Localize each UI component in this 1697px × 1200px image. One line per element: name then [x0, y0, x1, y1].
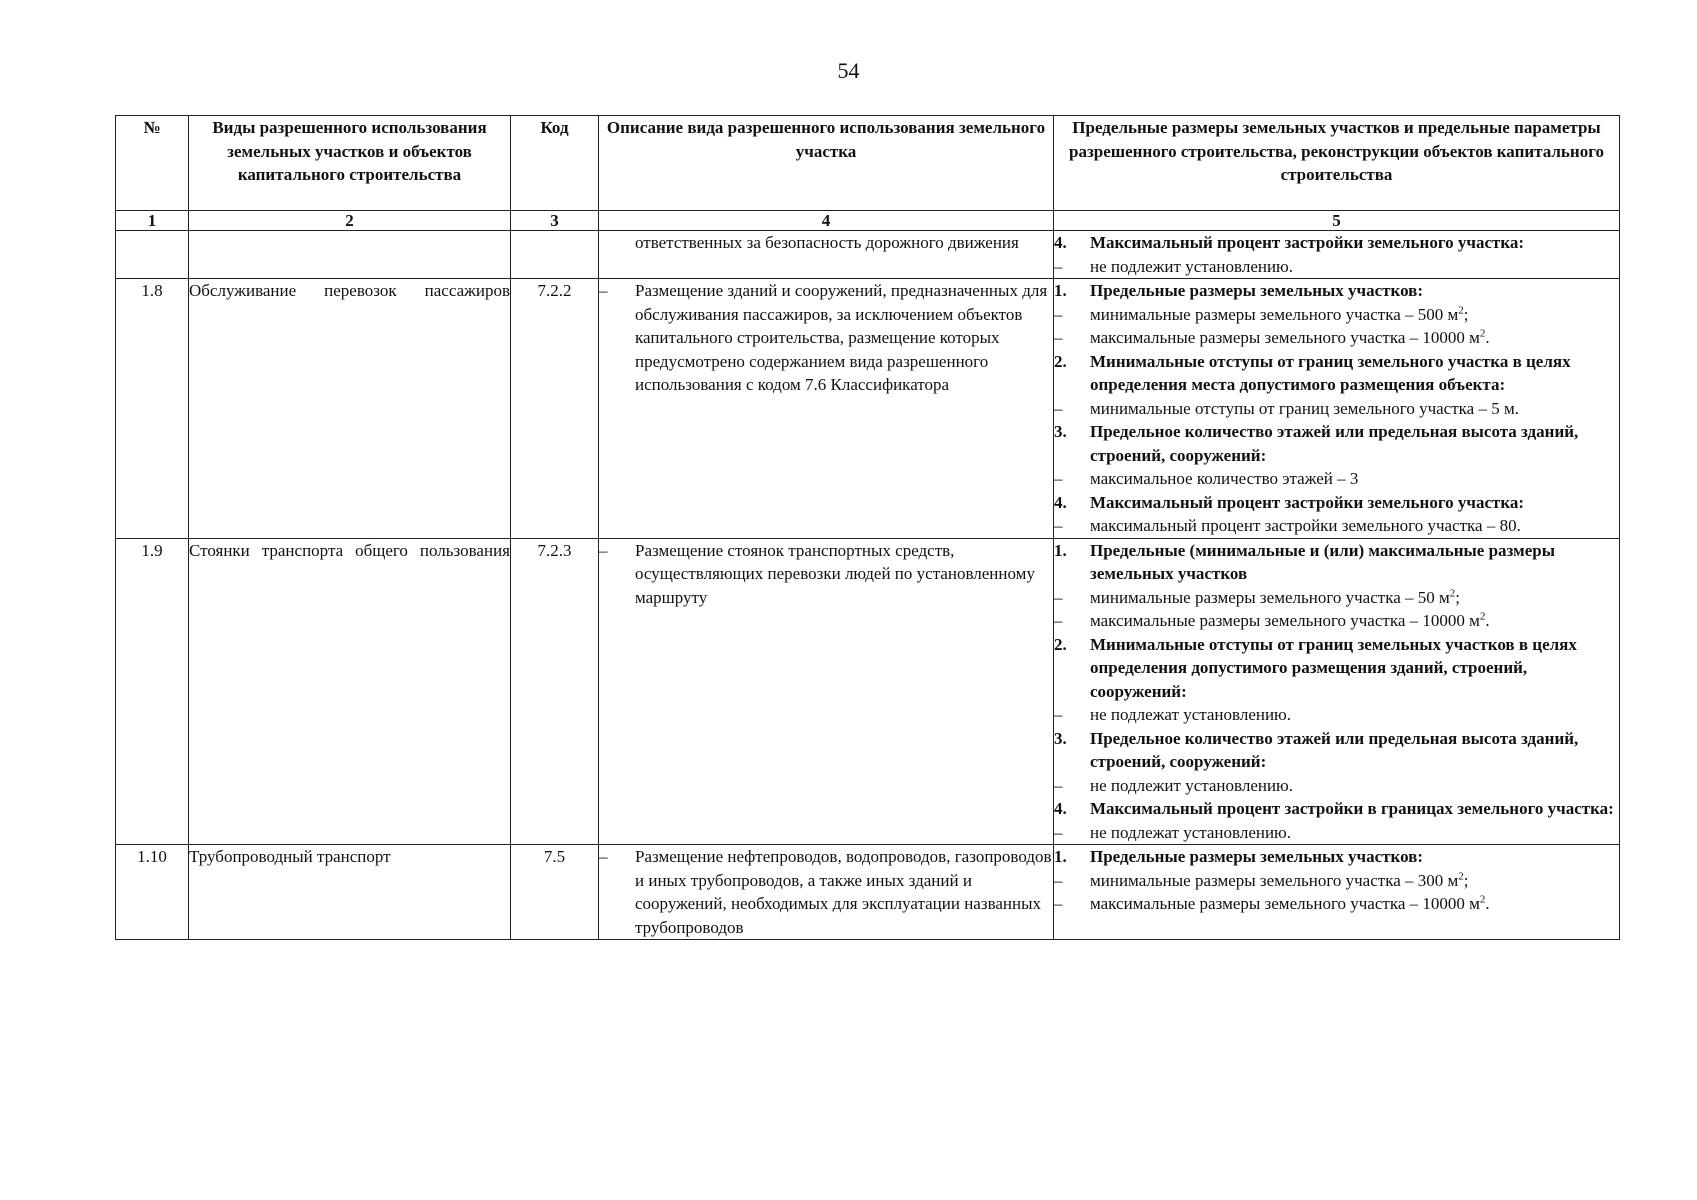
parameter-value [1054, 821, 1619, 845]
parameter-text-wrap [1090, 467, 1619, 491]
row-number: 1.9 [116, 538, 189, 845]
description-text: Размещение стоянок транспортных средств, осуществляющих перевозки людей по установленному маршруту [635, 540, 1035, 607]
limit-parameters [1054, 231, 1620, 279]
parameter-text-wrap [1090, 350, 1619, 397]
header-no: № [116, 116, 189, 211]
limit-parameters [1054, 279, 1620, 539]
description-text: ответственных за безопасность дорожного движения [635, 233, 1019, 252]
parameter-text: минимальные отступы от границ земельного участка – 5 м. [1090, 398, 1519, 418]
parameter-heading [1054, 350, 1619, 397]
use-kind-text: Трубопроводный транспорт [189, 847, 391, 866]
use-code [511, 231, 599, 279]
trailing-punctuation: . [1485, 328, 1490, 347]
row-number: 1.8 [116, 279, 189, 539]
description-text: Размещение нефтепроводов, водопроводов, газопроводов и иных трубопроводов, а также иных зданий и сооружений, необходимых для эксплуатации названных трубопроводов [635, 847, 1052, 937]
use-code: 7.2.2 [511, 279, 599, 539]
parameter-text-wrap [1090, 326, 1619, 350]
parameter-text: не подлежат установлению. [1090, 822, 1292, 842]
table-row [116, 845, 1620, 940]
list-marker: – [1054, 256, 1063, 276]
list-marker: – [1054, 775, 1063, 795]
row-number [116, 231, 189, 279]
parameter-text: Предельные (минимальные и (или) максимальные размеры земельных участков [1090, 540, 1555, 583]
parameter-value [1054, 467, 1619, 491]
column-number: 2 [189, 211, 511, 231]
use-description [599, 279, 1054, 539]
table-body [116, 231, 1620, 940]
list-marker: 4. [1054, 492, 1067, 512]
parameter-text-wrap [1090, 279, 1619, 303]
land-use-table [115, 115, 1620, 940]
parameter-value [1054, 774, 1619, 798]
parameter-text: максимальные размеры земельного участка – 10000 м [1090, 611, 1480, 630]
trailing-punctuation: ; [1455, 587, 1460, 607]
column-number: 3 [511, 211, 599, 231]
parameter-value [1054, 703, 1619, 727]
parameter-text: Предельные размеры земельных участков: [1090, 847, 1424, 866]
parameter-value [1054, 397, 1619, 421]
list-marker: 1. [1054, 847, 1067, 866]
parameter-text-wrap [1090, 491, 1619, 515]
list-marker: 2. [1054, 351, 1067, 371]
use-description [599, 538, 1054, 845]
dash-marker: – [599, 847, 608, 866]
parameter-text-wrap [1090, 703, 1619, 727]
header-code: Код [511, 116, 599, 211]
list-marker: – [1054, 328, 1063, 347]
list-marker: 4. [1054, 233, 1067, 252]
parameter-text: Предельные размеры земельных участков: [1090, 281, 1424, 300]
trailing-punctuation: . [1485, 611, 1490, 630]
description-text: Размещение зданий и сооружений, предназначенных для обслуживания пассажиров, за исключением объектов капитального строительства, размещение которых предусмотрено содержанием вида разрешенного использования с кодом 7.6 Классификатора [635, 281, 1048, 394]
unit-superscript: 2 [1449, 586, 1456, 599]
parameter-text: максимальный процент застройки земельного участка – 80. [1090, 516, 1521, 535]
list-marker: – [1054, 894, 1063, 913]
parameter-value [1054, 892, 1619, 916]
parameter-text: минимальные размеры земельного участка – 300 м [1090, 870, 1459, 890]
parameter-heading [1054, 279, 1619, 303]
parameter-text-wrap [1090, 609, 1619, 633]
use-code: 7.5 [511, 845, 599, 940]
list-marker: 3. [1054, 728, 1067, 748]
limit-parameters [1054, 845, 1620, 940]
parameter-text-wrap [1090, 633, 1619, 704]
parameter-text-wrap [1090, 420, 1619, 467]
parameter-heading [1054, 231, 1619, 255]
parameter-text-wrap [1090, 774, 1619, 798]
list-marker: 1. [1054, 281, 1067, 300]
use-kind-name [189, 538, 511, 845]
parameter-text: максимальные размеры земельного участка – 10000 м [1090, 328, 1480, 347]
unit-superscript: 2 [1479, 610, 1486, 623]
parameter-value [1054, 326, 1619, 350]
parameter-heading [1054, 845, 1619, 869]
unit-superscript: 2 [1458, 303, 1464, 316]
parameter-text-wrap [1090, 845, 1619, 869]
parameter-heading [1054, 727, 1619, 774]
parameter-text: Максимальный процент застройки земельного участка: [1090, 492, 1525, 512]
parameter-text-wrap [1090, 821, 1619, 845]
table-row [116, 231, 1620, 279]
list-marker: – [1054, 870, 1063, 890]
header-kinds: Виды разрешенного использования земельных участков и объектов капитального строительства [189, 116, 511, 211]
parameter-text-wrap [1090, 727, 1619, 774]
table-row [116, 538, 1620, 845]
use-kind-name [189, 845, 511, 940]
list-marker: – [1054, 822, 1063, 842]
parameter-heading [1054, 633, 1619, 704]
parameter-text: Минимальные отступы от границ земельных участков в целях определения допустимого размещения зданий, строений, сооружений: [1090, 634, 1577, 701]
parameter-heading [1054, 491, 1619, 515]
row-number: 1.10 [116, 845, 189, 940]
column-number: 4 [599, 211, 1054, 231]
list-marker: 4. [1054, 799, 1067, 818]
parameter-text: Предельное количество этажей или предельная высота зданий, строений, сооружений: [1090, 422, 1579, 465]
unit-superscript: 2 [1479, 893, 1486, 906]
column-number: 5 [1054, 211, 1620, 231]
parameter-text-wrap [1090, 514, 1619, 538]
list-marker: – [1054, 611, 1063, 630]
parameter-text-wrap [1090, 892, 1619, 916]
column-number: 1 [116, 211, 189, 231]
parameter-text: не подлежат установлению. [1090, 705, 1292, 724]
parameter-value [1054, 586, 1619, 610]
list-marker: 2. [1054, 634, 1067, 654]
parameter-text-wrap [1090, 539, 1619, 586]
parameter-text-wrap [1090, 586, 1619, 610]
parameter-text: Минимальные отступы от границ земельного участка в целях определения места допустимого размещения объекта: [1090, 351, 1571, 394]
header-row [116, 116, 1620, 211]
parameter-text-wrap [1090, 869, 1619, 893]
list-marker: – [1054, 469, 1063, 488]
parameter-heading [1054, 420, 1619, 467]
parameter-text-wrap [1090, 797, 1619, 821]
trailing-punctuation: ; [1463, 304, 1469, 324]
list-marker: 3. [1054, 422, 1067, 441]
unit-superscript: 2 [1458, 869, 1464, 882]
header-description: Описание вида разрешенного использования земельного участка [599, 116, 1054, 211]
header-limits: Предельные размеры земельных участков и предельные параметры разрешенного строительства, реконструкции объектов капитального строительства [1054, 116, 1620, 211]
use-description [599, 845, 1054, 940]
parameter-value [1054, 255, 1619, 279]
list-marker: – [1054, 304, 1063, 324]
use-kind-text: Стоянки транспорта общего пользования [189, 540, 510, 560]
parameter-text: Предельное количество этажей или предельная высота зданий, строений, сооружений: [1090, 728, 1579, 771]
parameter-value [1054, 514, 1619, 538]
list-marker: 1. [1054, 540, 1067, 560]
parameter-value [1054, 869, 1619, 893]
parameter-heading [1054, 797, 1619, 821]
list-marker: – [1054, 705, 1063, 724]
table-row [116, 279, 1620, 539]
limit-parameters [1054, 538, 1620, 845]
parameter-text: максимальные размеры земельного участка – 10000 м [1090, 894, 1480, 913]
parameter-text-wrap [1090, 397, 1619, 421]
use-kind-text: Обслуживание перевозок пассажиров [189, 281, 510, 300]
page-number: 54 [837, 58, 860, 83]
use-kind-name [189, 231, 511, 279]
parameter-value [1054, 303, 1619, 327]
dash-marker [599, 231, 635, 255]
parameter-text-wrap [1090, 231, 1619, 255]
parameter-text-wrap [1090, 255, 1619, 279]
parameter-text: не подлежит установлению. [1090, 775, 1294, 795]
column-number-row [116, 211, 1620, 231]
dash-marker: – [599, 281, 608, 300]
list-marker: – [1054, 587, 1063, 607]
trailing-punctuation: ; [1463, 870, 1469, 890]
list-marker: – [1054, 516, 1063, 535]
use-code: 7.2.3 [511, 538, 599, 845]
trailing-punctuation: . [1485, 894, 1490, 913]
parameter-text: минимальные размеры земельного участка – 50 м [1090, 587, 1450, 607]
parameter-text: минимальные размеры земельного участка – 500 м [1090, 304, 1459, 324]
use-kind-name [189, 279, 511, 539]
parameter-text: Максимальный процент застройки в границах земельного участка: [1090, 799, 1614, 818]
parameter-value [1054, 609, 1619, 633]
parameter-text: не подлежит установлению. [1090, 256, 1294, 276]
parameter-heading [1054, 539, 1619, 586]
list-marker: – [1054, 398, 1063, 418]
parameter-text: максимальное количество этажей – 3 [1090, 469, 1359, 488]
dash-marker: – [599, 540, 608, 560]
use-description [599, 231, 1054, 279]
parameter-text-wrap [1090, 303, 1619, 327]
parameter-text: Максимальный процент застройки земельного участка: [1090, 233, 1525, 252]
unit-superscript: 2 [1479, 327, 1486, 340]
